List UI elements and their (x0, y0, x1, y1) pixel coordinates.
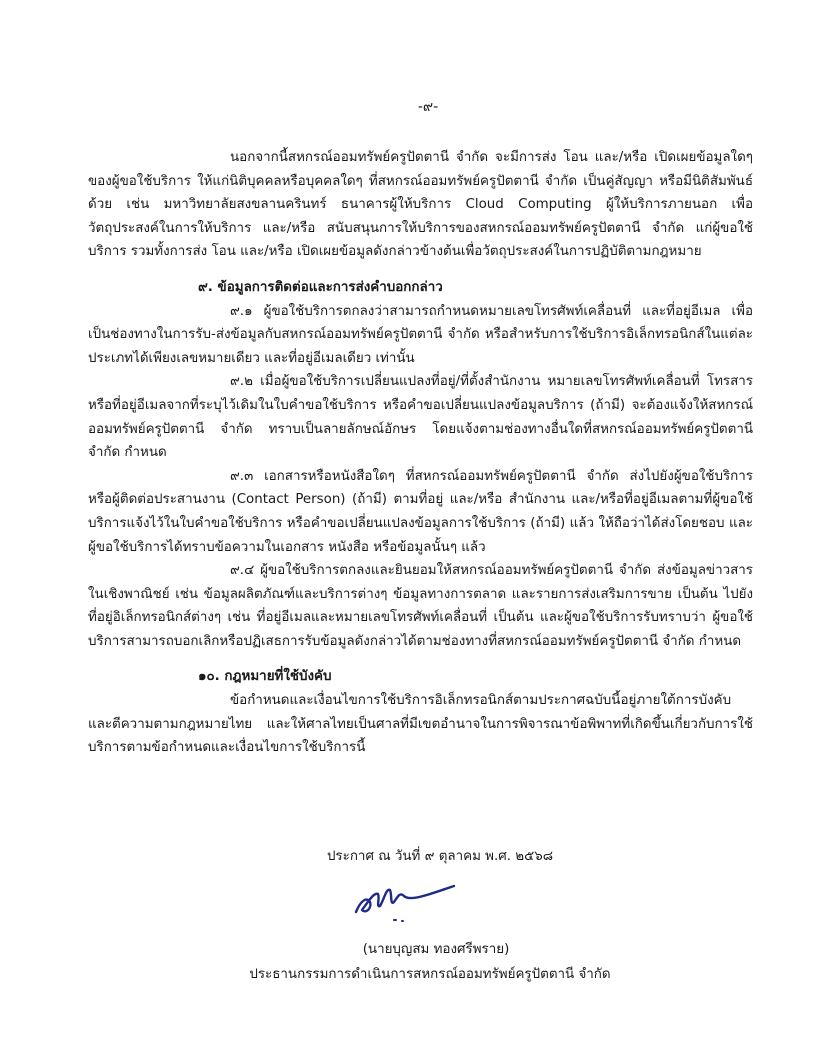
section-9-item-4: ๙.๔ ผู้ขอใช้บริการตกลงและยินยอมให้สหกรณ์ออมทรัพย์ครูปัตตานี จำกัด ส่งข้อมูลข่าวสารในเชิงพาณิชย์ เช่น ข้อมูลผลิตภัณฑ์และบริการต่างๆ ข้อมูลทางการตลาด และรายการส่งเสริมการขาย เป็นต้น ไปยังที่อยู่อิเล็กทรอนิกส์ต่างๆ เช่น ที่อยู่อีเมลและหมายเลขโทรศัพท์เคลื่อนที่ เป็นต้น และผู้ขอใช้บริการรับทราบว่า ผู้ขอใช้บริการสามารถบอกเลิกหรือปฏิเสธการรับข้อมูลดังกล่าวได้ตามช่องทางที่สหกรณ์ออมทรัพย์ครูปัตตานี จำกัด กำหนด (88, 563, 753, 649)
page-number: -๙- (417, 99, 439, 115)
section-9-item-3: ๙.๓ เอกสารหรือหนังสือใดๆ ที่สหกรณ์ออมทรัพย์ครูปัตตานี จำกัด ส่งไปยังผู้ขอใช้บริการ หรือผู้ติดต่อประสานงาน (Contact Person) (ถ้ามี) ตามที่อยู่ และ/หรือ สำนักงาน และ/หรือที่อยู่อีเมลตามที่ผู้ขอใช้บริการแจ้งไว้ในใบคำขอใช้บริการ หรือคำขอเปลี่ยนแปลงข้อมูลการใช้บริการ (ถ้ามี) แล้ว ให้ถือว่าได้ส่งโดยชอบ และผู้ขอใช้บริการได้ทราบข้อความในเอกสาร หนังสือ หรือข้อมูลนั้นๆ แล้ว (88, 468, 753, 555)
intro-paragraph: นอกจากนี้สหกรณ์ออมทรัพย์ครูปัตตานี จำกัด จะมีการส่ง โอน และ/หรือ เปิดเผยข้อมูลใดๆ ของผู้ขอใช้บริการ ให้แก่นิติบุคคลหรือบุคคลใดๆ ที่สหกรณ์ออมทรัพย์ครูปัตตานี จำกัด เป็นคู่สัญญา หรือมีนิติสัมพันธ์ด้วย เช่น มหาวิทยาลัยสงขลานครินทร์ ธนาคารผู้ให้บริการ Cloud Computing ผู้ให้บริการภายนอก เพื่อวัตถุประสงค์ในการให้บริการ และ/หรือ สนับสนุนการให้บริการของสหกรณ์ออมทรัพย์ครูปัตตานี จำกัด แก่ผู้ขอใช้บริการ รวมทั้งการส่ง โอน และ/หรือ เปิดเผยข้อมูลดังกล่าวข้างต้นเพื่อวัตถุประสงค์ในการปฏิบัติตามกฎหมาย (88, 150, 753, 260)
signer-title: ประธานกรรมการดำเนินการสหกรณ์ออมทรัพย์ครูปัตตานี จำกัด (249, 967, 611, 982)
announcement-date: ประกาศ ณ วันที่ ๙ ตุลาคม พ.ศ. ๒๕๖๘ (326, 849, 554, 864)
signer-name: (นายบุญสม ทองศรีพราย) (362, 942, 510, 957)
section-9-item-1: ๙.๑ ผู้ขอใช้บริการตกลงว่าสามารถกำหนดหมายเลขโทรศัพท์เคลื่อนที่ และที่อยู่อีเมล เพื่อเป็นช่องทางในการรับ-ส่งข้อมูลกับสหกรณ์ออมทรัพย์ครูปัตตานี จำกัด หรือสำหรับการใช้บริการอิเล็กทรอนิกส์ในแต่ละประเภทได้เพียงเลขหมายเดียว และที่อยู่อีเมลเดียว เท่านั้น (88, 303, 753, 366)
section-9-item-2: ๙.๒ เมื่อผู้ขอใช้บริการเปลี่ยนแปลงที่อยู่/ที่ตั้งสำนักงาน หมายเลขโทรศัพท์เคลื่อนที่ โทรสาร หรือที่อยู่อีเมลจากที่ระบุไว้เดิมในใบคำขอใช้บริการ หรือคำขอเปลี่ยนแปลงข้อมูลบริการ (ถ้ามี) จะต้องแจ้งให้สหกรณ์ออมทรัพย์ครูปัตตานี จำกัด ทราบเป็นลายลักษณ์อักษร โดยแจ้งตามช่องทางอื่นใดที่สหกรณ์ออมทรัพย์ครูปัตตานี จำกัด กำหนด (88, 374, 753, 461)
section-10-heading: ๑๐. กฎหมายที่ใช้บังคับ (198, 669, 332, 685)
document-body (88, 146, 753, 760)
section-10-body: ข้อกำหนดและเงื่อนไขการใช้บริการอิเล็กทรอนิกส์ตามประกาศฉบับนี้อยู่ภายใต้การบังคับและตีความตามกฎหมายไทย และให้ศาลไทยเป็นศาลที่มีเขตอำนาจในการพิจารณาข้อพิพาทที่เกิดขึ้นเกี่ยวกับการใช้บริการตามข้อกำหนดและเงื่อนไขการใช้บริการนี้ (88, 693, 753, 756)
section-9-heading: ๙. ข้อมูลการติดต่อและการส่งคำบอกกล่าว (198, 279, 443, 295)
signature-image (350, 872, 460, 924)
